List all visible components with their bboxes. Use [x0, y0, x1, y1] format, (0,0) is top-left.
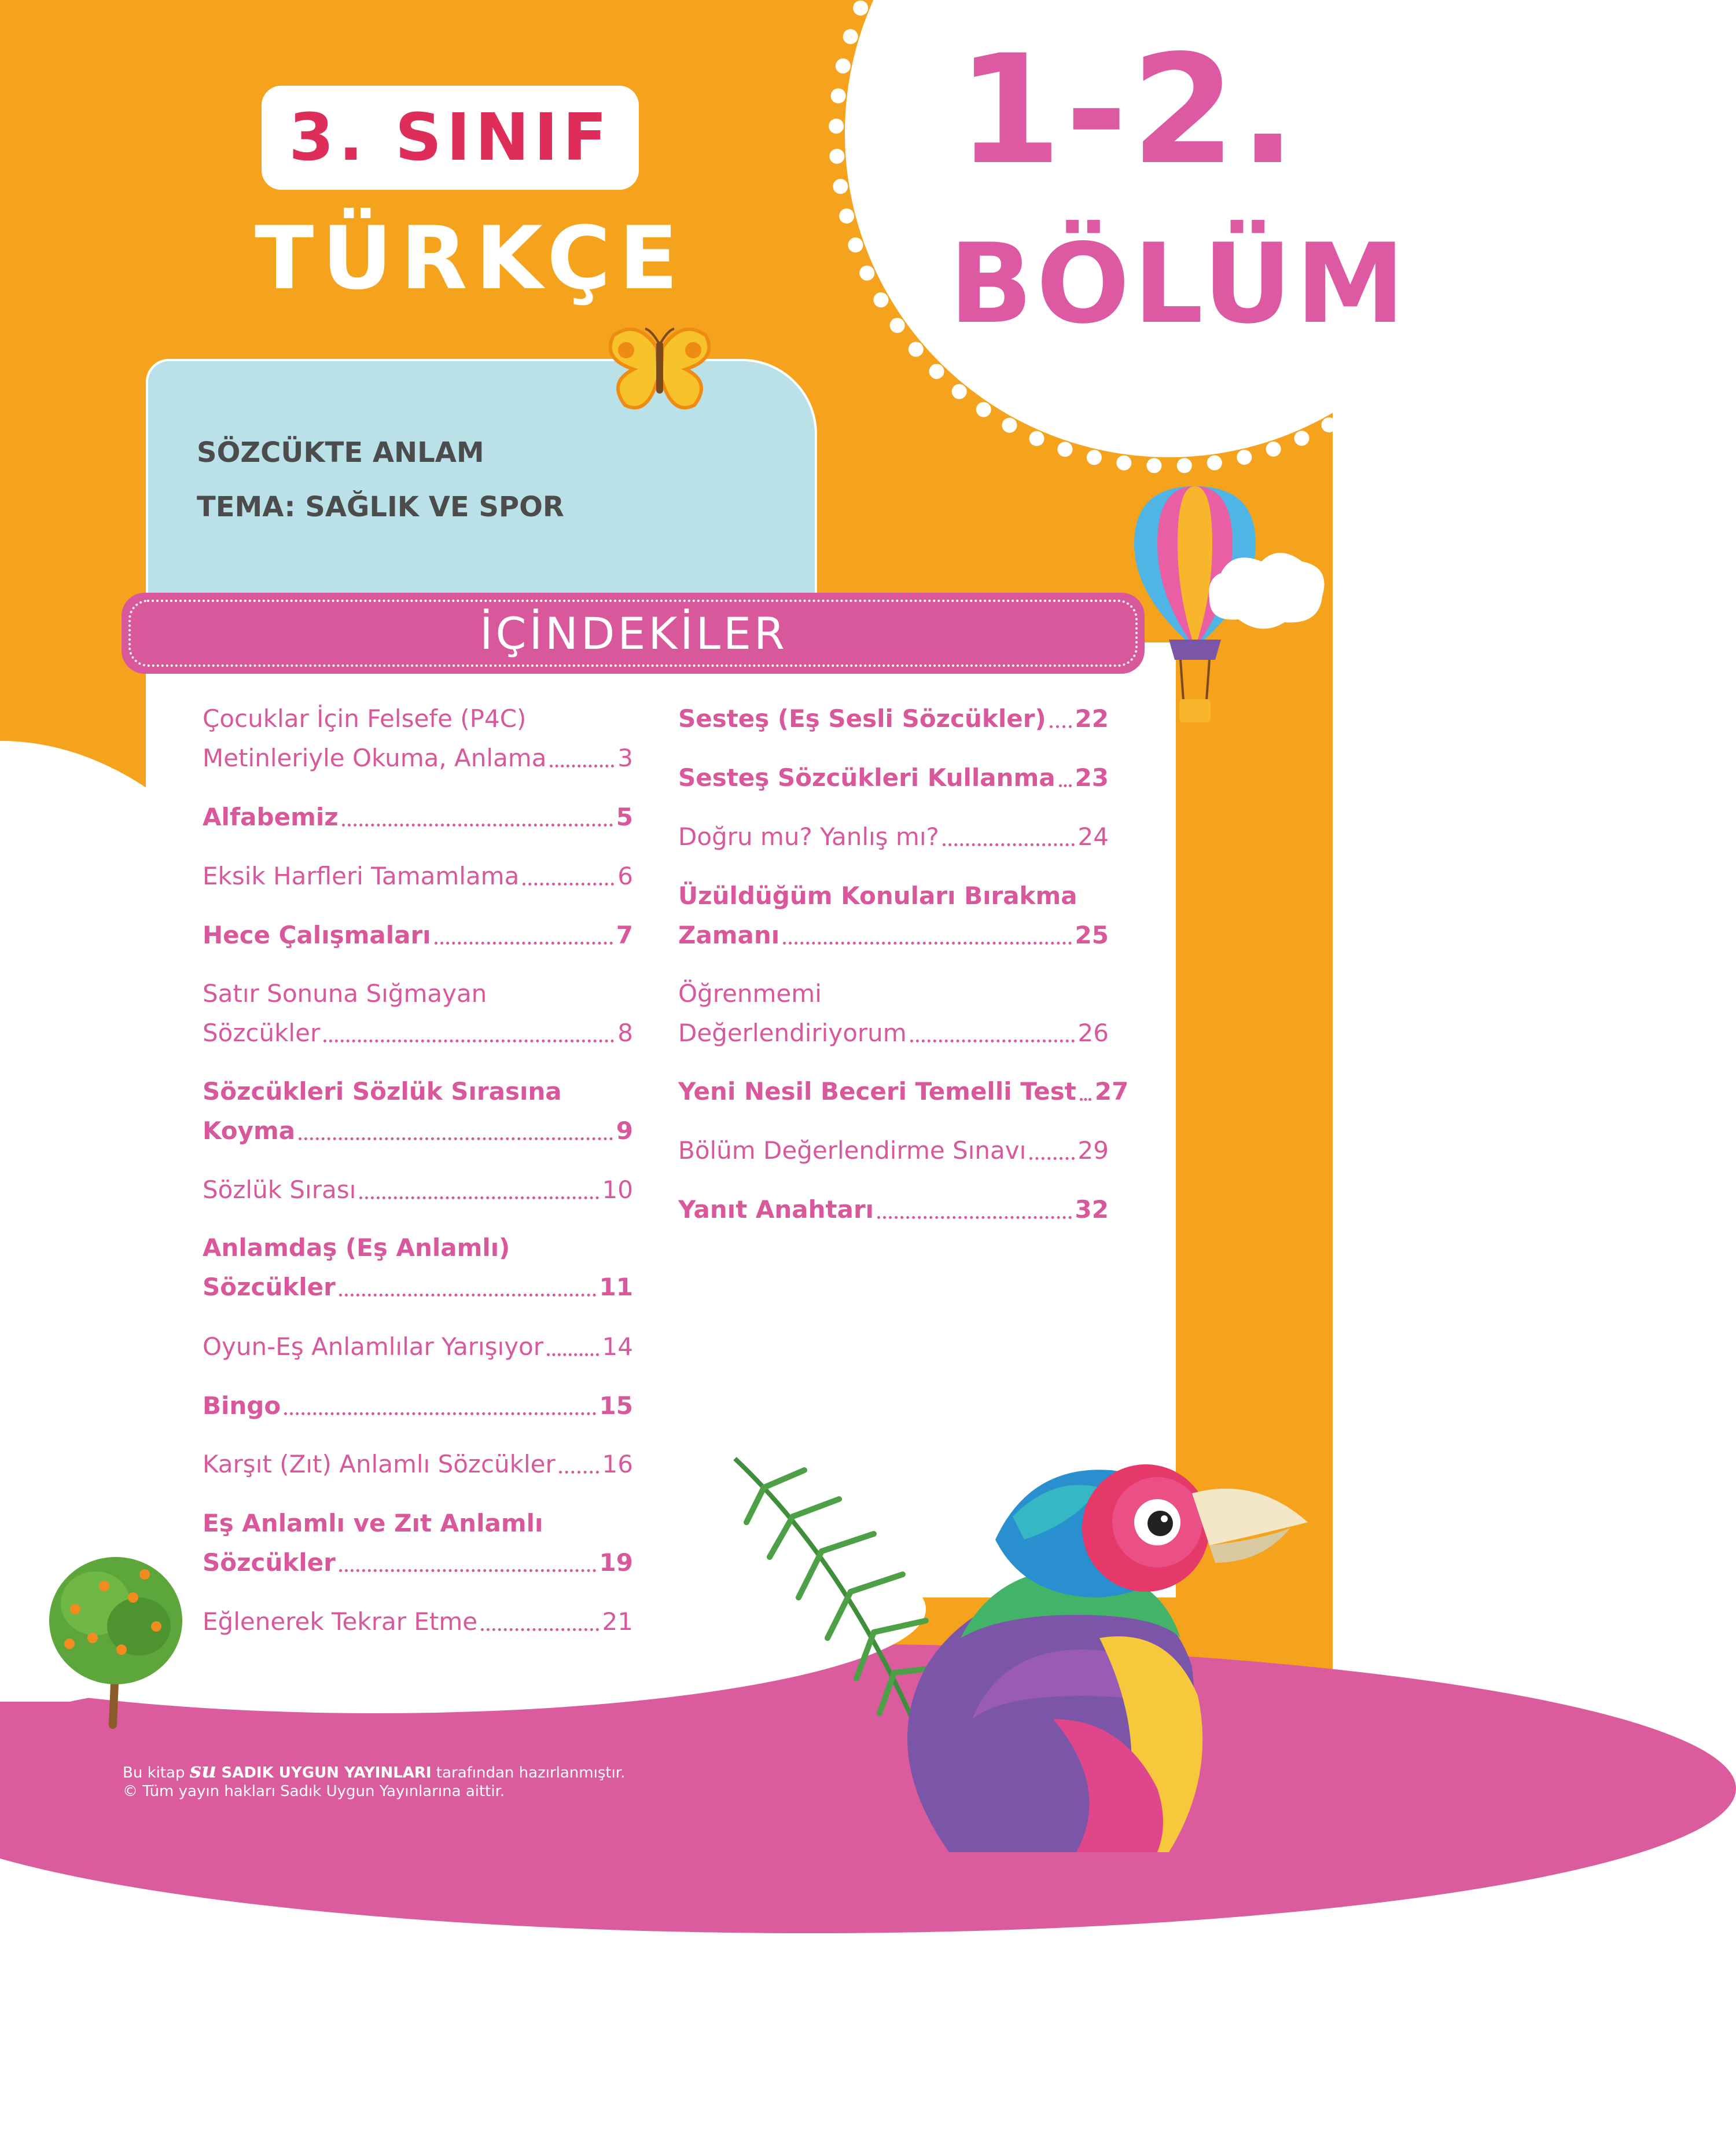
theme-title: TEMA: SAĞLIK VE SPOR: [197, 491, 564, 523]
toc-entry-title: Karşıt (Zıt) Anlamlı Sözcükler: [203, 1450, 556, 1478]
toc-entry-title: Eğlenerek Tekrar Etme: [203, 1607, 478, 1636]
toc-entry[interactable]: [678, 817, 1109, 857]
toc-entry-title: Metinleriyle Okuma, Anlama: [203, 744, 547, 772]
toc-entry[interactable]: [203, 974, 633, 1053]
toc-entry[interactable]: [203, 916, 633, 955]
toc-entry[interactable]: [678, 699, 1109, 739]
contents-title: İÇİNDEKİLER: [480, 608, 788, 659]
toc-entry-title: Yanıt Anahtarı: [678, 1195, 874, 1224]
toc-entry[interactable]: [203, 1504, 633, 1582]
toc-dots: [323, 1040, 614, 1042]
toc-dots: [339, 1294, 596, 1297]
toc-entry-title: Oyun-Eş Anlamlılar Yarışıyor: [203, 1332, 544, 1361]
grade-label-box: [262, 86, 639, 190]
toc-entry-title: Üzüldüğüm Konuları Bırakma: [678, 882, 1077, 910]
publisher-name: SADIK UYGUN YAYINLARI: [221, 1764, 432, 1782]
toc-entry[interactable]: [203, 1170, 633, 1210]
toc-entry-title: Zamanı: [678, 921, 780, 949]
paper-bird-icon: [752, 1395, 1331, 1852]
toc-page-number: 22: [1075, 704, 1109, 733]
hot-air-balloon-icon: [1088, 480, 1331, 735]
subject-title: TÜRKÇE: [255, 208, 686, 309]
toc-page-number: 3: [617, 744, 633, 772]
badge-number: 1-2.: [957, 23, 1300, 198]
cloud-icon: [0, 915, 162, 1088]
toc-entry[interactable]: [678, 1131, 1109, 1170]
toc-dots: [435, 942, 613, 945]
toc-entry-title: Koyma: [203, 1117, 296, 1145]
toc-entry-title: Sözcükler: [203, 1273, 336, 1301]
badge-word: BÖLÜM: [949, 220, 1408, 348]
toc-page-number: 19: [599, 1548, 633, 1577]
toc-dots: [943, 843, 1075, 846]
toc-dots: [547, 1353, 599, 1356]
toc-page-number: 7: [616, 921, 633, 949]
toc-page-number: 15: [599, 1391, 633, 1420]
toc-dots: [559, 1471, 599, 1474]
toc-dots: [1050, 725, 1072, 728]
toc-entry-title: Sözcükler: [203, 1019, 321, 1047]
copyright-line: © Tüm yayın hakları Sadık Uygun Yayınlarına aittir.: [123, 1783, 505, 1800]
toc-dots: [1029, 1157, 1074, 1160]
toc-entry-title: Sesteş Sözcükleri Kullanma: [678, 763, 1055, 792]
toc-page-number: 26: [1077, 1019, 1109, 1047]
toc-page-number: 27: [1094, 1077, 1129, 1106]
toc-page-number: 25: [1075, 921, 1109, 949]
toc-page-number: 24: [1077, 822, 1109, 851]
toc-entry[interactable]: [203, 1445, 633, 1484]
toc-dots: [550, 765, 614, 767]
toc-entry[interactable]: [203, 1228, 633, 1307]
toc-dots: [523, 883, 614, 886]
toc-entry-title: Satır Sonuna Sığmayan: [203, 979, 487, 1008]
toc-page-number: 16: [602, 1450, 633, 1478]
toc-entry[interactable]: [203, 699, 633, 778]
toc-entry-title: Sözcükler: [203, 1548, 336, 1577]
toc-entry[interactable]: [203, 1327, 633, 1367]
toc-page-number: 21: [602, 1607, 633, 1636]
toc-dots: [299, 1137, 613, 1140]
toc-dots: [877, 1216, 1071, 1219]
toc-entry[interactable]: [678, 1190, 1109, 1229]
toc-dots: [783, 942, 1071, 945]
toc-entry[interactable]: [203, 798, 633, 837]
orange-tree-icon: [41, 1540, 191, 1731]
toc-entry-title: Doğru mu? Yanlış mı?: [678, 822, 939, 851]
grade-label: 3. SINIF: [289, 100, 612, 175]
toc-entry-title: Değerlendiriyorum: [678, 1019, 907, 1047]
toc-entry-title: Anlamdaş (Eş Anlamlı): [203, 1233, 510, 1262]
toc-dots: [359, 1196, 598, 1199]
footer-suffix: tarafından hazırlanmıştır.: [436, 1764, 626, 1782]
toc-entry-title: Eksik Harfleri Tamamlama: [203, 862, 520, 890]
footer-publisher-line: [123, 1758, 625, 1783]
toc-entry-title: Çocuklar İçin Felsefe (P4C): [203, 704, 527, 733]
toc-entry[interactable]: [678, 876, 1109, 955]
toc-dots: [910, 1040, 1075, 1042]
toc-entry[interactable]: [203, 1386, 633, 1426]
toc-dots: [1080, 1098, 1091, 1101]
toc-entry[interactable]: [678, 1072, 1129, 1111]
publisher-logo: su: [189, 1758, 217, 1783]
butterfly-icon: [602, 324, 718, 417]
toc-page-number: 8: [617, 1019, 633, 1047]
toc-entry[interactable]: [203, 857, 633, 896]
toc-dots: [339, 1569, 596, 1572]
toc-page-number: 23: [1075, 763, 1109, 792]
toc-dots: [481, 1628, 598, 1631]
toc-entry[interactable]: [678, 758, 1109, 798]
section-title: SÖZCÜKTE ANLAM: [197, 436, 484, 469]
toc-entry-title: Bölüm Değerlendirme Sınavı: [678, 1136, 1027, 1165]
toc-entry-title: Sözcükleri Sözlük Sırasına: [203, 1077, 562, 1106]
toc-entry-title: Öğrenmemi: [678, 979, 822, 1008]
toc-entry-title: Bingo: [203, 1391, 281, 1420]
toc-page-number: 29: [1077, 1136, 1109, 1165]
toc-entry-title: Alfabemiz: [203, 803, 339, 831]
toc-entry[interactable]: [203, 1072, 633, 1151]
toc-dots: [1059, 784, 1072, 787]
toc-page-number: 10: [602, 1176, 633, 1204]
toc-dots: [284, 1412, 595, 1415]
footer-prefix: Bu kitap: [123, 1764, 185, 1782]
toc-entry-title: Hece Çalışmaları: [203, 921, 431, 949]
toc-page-number: 32: [1075, 1195, 1109, 1224]
toc-page-number: 11: [599, 1273, 633, 1301]
toc-entry-title: Sözlük Sırası: [203, 1176, 356, 1204]
toc-dots: [342, 824, 613, 827]
toc-entry-title: Eş Anlamlı ve Zıt Anlamlı: [203, 1509, 543, 1537]
toc-page-number: 9: [616, 1117, 633, 1145]
toc-entry-title: Yeni Nesil Beceri Temelli Test: [678, 1077, 1076, 1106]
toc-page-number: 5: [616, 803, 633, 831]
toc-page-number: 6: [617, 862, 633, 890]
toc-page-number: 14: [602, 1332, 633, 1361]
toc-entry[interactable]: [203, 1602, 633, 1641]
toc-entry[interactable]: [678, 974, 1109, 1053]
toc-entry-title: Sesteş (Eş Sesli Sözcükler): [678, 704, 1046, 733]
